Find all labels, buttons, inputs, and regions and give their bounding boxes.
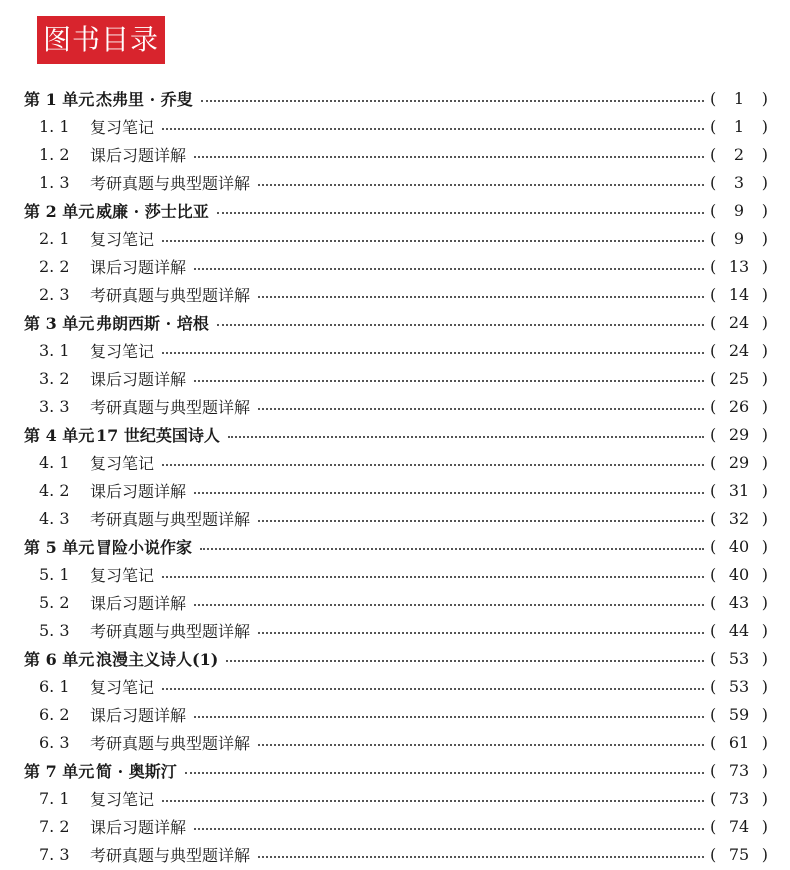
- paren-close: ): [761, 88, 768, 108]
- toc-entry-number: 3. 1: [39, 340, 70, 360]
- page-number-value: 53: [728, 648, 750, 668]
- page-number-value: 9: [733, 200, 745, 220]
- paren-open: (: [710, 424, 717, 444]
- toc-entry-title: 复习笔记: [90, 565, 155, 585]
- toc-page-number: [710, 621, 768, 640]
- paren-open: (: [710, 172, 717, 192]
- paren-open: (: [710, 648, 717, 668]
- page-number-value: 29: [728, 424, 750, 444]
- paren-open: (: [710, 592, 717, 612]
- toc-section-row[interactable]: [0, 252, 790, 280]
- paren-close: ): [761, 256, 768, 276]
- toc-entry-title: 考研真题与典型题详解: [90, 621, 251, 641]
- toc-section-row[interactable]: [0, 140, 790, 168]
- page-number-value: 25: [728, 368, 750, 388]
- toc-page-number: [710, 761, 768, 780]
- toc-entry-number: 2. 3: [39, 284, 70, 304]
- toc-entry-number: 第 2 单元: [24, 201, 95, 221]
- toc-entry-number: 2. 1: [39, 228, 70, 248]
- toc-page-number: [710, 593, 768, 612]
- paren-close: ): [761, 620, 768, 640]
- toc-entry-number: 第 7 单元: [24, 761, 95, 781]
- paren-open: (: [710, 340, 717, 360]
- paren-close: ): [761, 116, 768, 136]
- dot-leader: [258, 856, 704, 858]
- toc-entry-title: 课后习题详解: [90, 593, 187, 613]
- toc-page-number: [710, 285, 768, 304]
- paren-close: ): [761, 844, 768, 864]
- page-number-value: 3: [733, 172, 745, 192]
- paren-open: (: [710, 228, 717, 248]
- paren-close: ): [761, 228, 768, 248]
- toc-entry-number: 4. 1: [39, 452, 70, 472]
- toc-page-number: [710, 509, 768, 528]
- page-number-value: 24: [728, 312, 750, 332]
- toc-entry-title: 考研真题与典型题详解: [90, 397, 251, 417]
- page-number-value: 73: [728, 760, 750, 780]
- paren-close: ): [761, 508, 768, 528]
- toc-chapter-row[interactable]: [0, 84, 790, 112]
- toc-section-row[interactable]: [0, 336, 790, 364]
- page-number-value: 32: [728, 508, 750, 528]
- toc-page-number: [710, 537, 768, 556]
- toc-page-number: [710, 481, 768, 500]
- dot-leader: [194, 492, 704, 494]
- toc-entry-title: 考研真题与典型题详解: [90, 733, 251, 753]
- dot-leader: [200, 548, 704, 550]
- paren-close: ): [761, 424, 768, 444]
- toc-section-row[interactable]: [0, 280, 790, 308]
- paren-open: (: [710, 368, 717, 388]
- dot-leader: [194, 156, 704, 158]
- toc-entry-title: 考研真题与典型题详解: [90, 845, 251, 865]
- toc-entry-number: 7. 2: [39, 816, 70, 836]
- toc-page-number: [710, 257, 768, 276]
- toc-entry-number: 7. 1: [39, 788, 70, 808]
- page-number-value: 1: [733, 88, 745, 108]
- page-number-value: 40: [728, 536, 750, 556]
- toc-entry-title: 威廉 · 莎士比亚: [96, 201, 209, 221]
- toc-chapter-row[interactable]: [0, 644, 790, 672]
- toc-section-row[interactable]: [0, 168, 790, 196]
- toc-entry-number: 2. 2: [39, 256, 70, 276]
- toc-page-number: [710, 201, 768, 220]
- toc-page-number: [710, 425, 768, 444]
- toc-entry-number: 第 5 单元: [24, 537, 95, 557]
- toc-entry-title: 冒险小说作家: [96, 537, 193, 557]
- toc-section-row[interactable]: [0, 700, 790, 728]
- toc-entry-title: 课后习题详解: [90, 817, 187, 837]
- dot-leader: [217, 212, 704, 214]
- dot-leader: [162, 576, 704, 578]
- dot-leader: [194, 604, 704, 606]
- paren-close: ): [761, 536, 768, 556]
- toc-entry-title: 弗朗西斯 · 培根: [96, 313, 209, 333]
- dot-leader: [162, 352, 704, 354]
- dot-leader: [258, 520, 704, 522]
- toc-section-row[interactable]: [0, 812, 790, 840]
- toc-entry-title: 考研真题与典型题详解: [90, 285, 251, 305]
- paren-open: (: [710, 200, 717, 220]
- paren-close: ): [761, 760, 768, 780]
- paren-close: ): [761, 816, 768, 836]
- toc-entry-title: 复习笔记: [90, 229, 155, 249]
- toc-entry-number: 第 1 单元: [24, 89, 95, 109]
- dot-leader: [217, 324, 704, 326]
- dot-leader: [194, 716, 704, 718]
- toc-entry-number: 5. 1: [39, 564, 70, 584]
- toc-entry-title: 课后习题详解: [90, 705, 187, 725]
- toc-entry-title: 课后习题详解: [90, 369, 187, 389]
- paren-open: (: [710, 564, 717, 584]
- toc-entry-number: 1. 3: [39, 172, 70, 192]
- dot-leader: [162, 688, 704, 690]
- toc-entry-title: 简 · 奥斯汀: [96, 761, 177, 781]
- toc-entry-number: 5. 3: [39, 620, 70, 640]
- page-number-value: 9: [733, 228, 745, 248]
- paren-close: ): [761, 396, 768, 416]
- dot-leader: [258, 408, 704, 410]
- table-of-contents: [0, 84, 790, 868]
- dot-leader: [258, 744, 704, 746]
- page-number-value: 75: [728, 844, 750, 864]
- toc-page-number: [710, 397, 768, 416]
- toc-entry-title: 复习笔记: [90, 117, 155, 137]
- toc-section-row[interactable]: [0, 504, 790, 532]
- paren-open: (: [710, 508, 717, 528]
- toc-entry-number: 1. 2: [39, 144, 70, 164]
- dot-leader: [194, 380, 704, 382]
- page-number-value: 13: [728, 256, 750, 276]
- paren-close: ): [761, 172, 768, 192]
- toc-page-number: [710, 677, 768, 696]
- dot-leader: [258, 296, 704, 298]
- toc-entry-number: 4. 2: [39, 480, 70, 500]
- paren-close: ): [761, 676, 768, 696]
- page-number-value: 31: [728, 480, 750, 500]
- paren-close: ): [761, 144, 768, 164]
- toc-section-row[interactable]: [0, 616, 790, 644]
- toc-section-row[interactable]: [0, 672, 790, 700]
- toc-chapter-row[interactable]: [0, 756, 790, 784]
- page-number-value: 61: [728, 732, 750, 752]
- toc-page-number: [710, 341, 768, 360]
- paren-open: (: [710, 536, 717, 556]
- dot-leader: [185, 772, 704, 774]
- toc-section-row[interactable]: [0, 728, 790, 756]
- page-number-value: 74: [728, 816, 750, 836]
- toc-entry-number: 第 6 单元: [24, 649, 95, 669]
- toc-entry-number: 6. 3: [39, 732, 70, 752]
- toc-entry-title: 浪漫主义诗人(1): [96, 649, 219, 669]
- dot-leader: [228, 436, 704, 438]
- toc-page-number: [710, 565, 768, 584]
- toc-entry-title: 考研真题与典型题详解: [90, 509, 251, 529]
- toc-page-number: [710, 705, 768, 724]
- paren-open: (: [710, 88, 717, 108]
- toc-page-number: [710, 89, 768, 108]
- dot-leader: [194, 828, 704, 830]
- page-number-value: 44: [728, 620, 750, 640]
- page-number-value: 24: [728, 340, 750, 360]
- paren-close: ): [761, 788, 768, 808]
- dot-leader: [201, 100, 704, 102]
- dot-leader: [194, 268, 704, 270]
- paren-open: (: [710, 788, 717, 808]
- paren-open: (: [710, 844, 717, 864]
- toc-page-number: [710, 733, 768, 752]
- paren-close: ): [761, 312, 768, 332]
- toc-entry-title: 杰弗里 · 乔叟: [96, 89, 193, 109]
- toc-entry-title: 复习笔记: [90, 341, 155, 361]
- toc-entry-number: 3. 2: [39, 368, 70, 388]
- toc-entry-number: 3. 3: [39, 396, 70, 416]
- toc-section-row[interactable]: [0, 112, 790, 140]
- toc-page-number: [710, 145, 768, 164]
- page-number-value: 40: [728, 564, 750, 584]
- paren-close: ): [761, 200, 768, 220]
- toc-section-row[interactable]: [0, 560, 790, 588]
- toc-entry-title: 复习笔记: [90, 453, 155, 473]
- page-number-value: 29: [728, 452, 750, 472]
- toc-entry-number: 第 3 单元: [24, 313, 95, 333]
- paren-close: ): [761, 340, 768, 360]
- page-number-value: 73: [728, 788, 750, 808]
- paren-open: (: [710, 284, 717, 304]
- toc-entry-title: 课后习题详解: [90, 145, 187, 165]
- paren-close: ): [761, 284, 768, 304]
- paren-close: ): [761, 592, 768, 612]
- toc-entry-title: 考研真题与典型题详解: [90, 173, 251, 193]
- toc-chapter-row[interactable]: [0, 420, 790, 448]
- toc-page-number: [710, 845, 768, 864]
- toc-section-row[interactable]: [0, 224, 790, 252]
- paren-close: ): [761, 648, 768, 668]
- toc-page-number: [710, 369, 768, 388]
- paren-open: (: [710, 760, 717, 780]
- toc-section-row[interactable]: [0, 588, 790, 616]
- toc-entry-title: 17 世纪英国诗人: [96, 425, 220, 445]
- dot-leader: [162, 240, 704, 242]
- page-number-value: 2: [733, 144, 745, 164]
- toc-entry-title: 课后习题详解: [90, 481, 187, 501]
- page-number-value: 1: [733, 116, 745, 136]
- toc-entry-number: 6. 1: [39, 676, 70, 696]
- toc-page-number: [710, 453, 768, 472]
- toc-entry-title: 复习笔记: [90, 789, 155, 809]
- toc-page-number: [710, 649, 768, 668]
- paren-open: (: [710, 620, 717, 640]
- paren-close: ): [761, 452, 768, 472]
- toc-entry-number: 1. 1: [39, 116, 70, 136]
- toc-page-number: [710, 117, 768, 136]
- paren-open: (: [710, 396, 717, 416]
- toc-entry-number: 6. 2: [39, 704, 70, 724]
- toc-chapter-row[interactable]: [0, 532, 790, 560]
- paren-open: (: [710, 144, 717, 164]
- paren-open: (: [710, 480, 717, 500]
- toc-page-number: [710, 817, 768, 836]
- page-number-value: 26: [728, 396, 750, 416]
- paren-open: (: [710, 704, 717, 724]
- toc-entry-number: 第 4 单元: [24, 425, 95, 445]
- page-title: 图书目录: [37, 16, 165, 64]
- toc-section-row[interactable]: [0, 364, 790, 392]
- toc-section-row[interactable]: [0, 784, 790, 812]
- page-number-value: 53: [728, 676, 750, 696]
- toc-chapter-row[interactable]: [0, 308, 790, 336]
- toc-section-row[interactable]: [0, 476, 790, 504]
- toc-entry-number: 5. 2: [39, 592, 70, 612]
- paren-open: (: [710, 256, 717, 276]
- dot-leader: [258, 184, 704, 186]
- dot-leader: [162, 464, 704, 466]
- toc-chapter-row[interactable]: [0, 196, 790, 224]
- paren-open: (: [710, 116, 717, 136]
- toc-entry-number: 7. 3: [39, 844, 70, 864]
- paren-open: (: [710, 676, 717, 696]
- toc-page-number: [710, 173, 768, 192]
- toc-page-number: [710, 313, 768, 332]
- paren-open: (: [710, 452, 717, 472]
- toc-page-number: [710, 229, 768, 248]
- paren-close: ): [761, 480, 768, 500]
- page-number-value: 59: [728, 704, 750, 724]
- paren-open: (: [710, 732, 717, 752]
- paren-close: ): [761, 368, 768, 388]
- toc-section-row[interactable]: [0, 840, 790, 868]
- toc-section-row[interactable]: [0, 392, 790, 420]
- toc-entry-number: 4. 3: [39, 508, 70, 528]
- page-number-value: 43: [728, 592, 750, 612]
- paren-close: ): [761, 564, 768, 584]
- dot-leader: [162, 128, 704, 130]
- paren-close: ): [761, 732, 768, 752]
- dot-leader: [162, 800, 704, 802]
- toc-page-number: [710, 789, 768, 808]
- paren-open: (: [710, 816, 717, 836]
- dot-leader: [226, 660, 704, 662]
- paren-close: ): [761, 704, 768, 724]
- toc-entry-title: 课后习题详解: [90, 257, 187, 277]
- page-number-value: 14: [728, 284, 750, 304]
- toc-section-row[interactable]: [0, 448, 790, 476]
- paren-open: (: [710, 312, 717, 332]
- toc-entry-title: 复习笔记: [90, 677, 155, 697]
- dot-leader: [258, 632, 704, 634]
